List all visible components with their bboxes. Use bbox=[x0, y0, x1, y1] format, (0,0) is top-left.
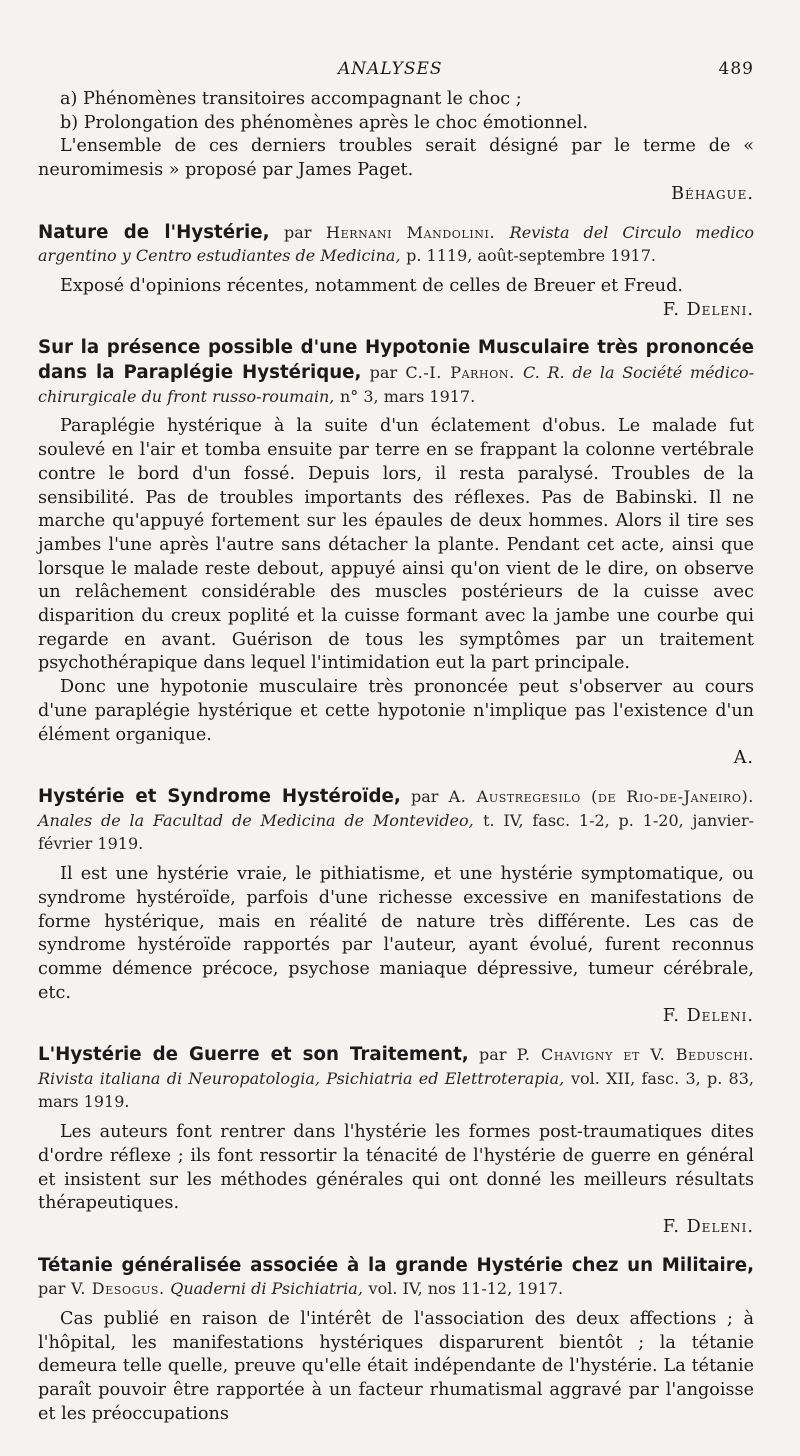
document-page bbox=[0, 58, 800, 1456]
entry-title: Nature de l'Hystérie, bbox=[38, 221, 270, 243]
entry-heading bbox=[38, 336, 754, 409]
entry-heading bbox=[38, 221, 754, 269]
intro-signature: Béhague. bbox=[671, 183, 754, 204]
entry-by: par bbox=[38, 1279, 66, 1299]
running-title: ANALYSES bbox=[338, 59, 443, 79]
entry-title: Sur la présence possible d'une Hypotonie Musculaire très prononcée dans la Paraplégie Hystérique, bbox=[38, 337, 754, 384]
entry-syndrome-hysteroide bbox=[38, 785, 754, 1029]
entry-details: n° 3, mars 1917. bbox=[339, 386, 476, 406]
entry-author: P. Chavigny et V. Beduschi. bbox=[516, 1045, 755, 1065]
entry-author: V. Desogus. bbox=[71, 1279, 165, 1299]
entry-signature: A. bbox=[733, 748, 754, 769]
entry-details: p. 1119, août-septembre 1917. bbox=[406, 246, 656, 266]
entry-body-paragraph: Les auteurs font rentrer dans l'hystérie les formes post-traumatiques dites d'ordre réflexe ; ils font ressortir la ténacité de l'hystérie de guerre en général et insistent sur les méthodes générales qui ont donné les meilleurs résultats thérapeutiques. bbox=[38, 1122, 754, 1214]
entry-author: Hernani Mandolini. bbox=[326, 222, 496, 242]
entry-heading bbox=[38, 1043, 754, 1115]
page-number: 489 bbox=[718, 59, 754, 79]
intro-block bbox=[38, 88, 754, 207]
entry-title: Hystérie et Syndrome Hystéroïde, bbox=[38, 785, 401, 807]
page-header bbox=[38, 58, 754, 88]
intro-item-a: a) Phénomènes transitoires accompagnant le choc ; bbox=[60, 89, 522, 109]
entry-details: t. IV, fasc. 1-2, p. 1-20, janvier-février 1919. bbox=[38, 810, 755, 854]
entry-body-paragraph: Donc une hypotonie musculaire très prononcée peut s'observer au cours d'une paraplégie hystérique et cette hypotonie n'implique pas l'existence d'un élément organique. bbox=[38, 677, 754, 745]
entry-details: vol. IV, nos 11-12, 1917. bbox=[368, 1279, 564, 1299]
entry-details: vol. XII, fasc. 3, p. 83, mars 1919. bbox=[38, 1068, 754, 1112]
entry-body-paragraph: Paraplégie hystérique à la suite d'un éclatement d'obus. Le malade fut soulevé en l'air et tomba ensuite par terre en se frappant la colonne vertébrale contre le bord d'un fossé. Depuis lors, il resta paralysé. Troubles de la sensibilité. Pas de troubles importants des réflexes. Pas de Babinski. Il ne marche qu'appuyé fortement sur les épaules de deux hommes. Alors il tire ses jambes l'une après l'autre sans détacher la plante. Pendant cet acte, ainsi que lorsque le malade reste debout, appuyé ainsi qu'on vient de le dire, on observe un relâchement considérable des muscles postérieurs de la cuisse avec disparition du creux poplité et la cuisse formant avec la jambe une courbe qui regarde en avant. Guérison de tous les symptômes par un traitement psychothérapique dans lequel l'intimidation eut la part principale. bbox=[38, 416, 754, 674]
entry-signature: F. Deleni. bbox=[662, 299, 754, 320]
intro-item-b: b) Prolongation des phénomènes après le choc émotionnel. bbox=[60, 112, 589, 133]
entry-author: C.-I. Parhon. bbox=[405, 363, 515, 383]
entry-body-paragraph: Exposé d'opinions récentes, notamment de celles de Breuer et Freud. bbox=[60, 275, 683, 296]
entry-body-paragraph: Cas publié en raison de l'intérêt de l'association des deux affections ; à l'hôpital, les manifestations hystériques disparurent bientôt ; la tétanie demeura telle quelle, preuve qu'elle était indépendante de l'hystérie. La tétanie paraît pouvoir être rapportée à un facteur rhumatismal aggravé par l'angoisse et les préoccupations bbox=[38, 1309, 754, 1424]
entry-author: A. Austregesilo (de Rio-de-Janeiro). bbox=[448, 786, 754, 806]
entry-heading bbox=[38, 1254, 754, 1302]
entry-by: par bbox=[369, 363, 398, 383]
entry-title: Tétanie généralisée associée à la grande Hystérie chez un Militaire, bbox=[38, 1254, 754, 1276]
entry-nature-hysterie bbox=[38, 221, 754, 323]
entry-body-paragraph: Il est une hystérie vraie, le pithiatisme, et une hystérie symptomatique, ou syndrome hystéroïde, parfois d'une richesse excessive en manifestations de forme hystérique, mais en réalité de nature très différente. Les cas de syndrome hystéroïde rapportés par l'auteur, ayant évolué, furent reconnus comme démence précoce, psychose maniaque dépressive, tumeur cérébrale, etc. bbox=[38, 864, 754, 1003]
entry-heading bbox=[38, 785, 754, 857]
entry-source: Rivista italiana di Neuropatologia, Psichiatria ed Elettroterapia, bbox=[38, 1068, 565, 1088]
entry-source: Anales de la Facultad de Medicina de Montevideo, bbox=[38, 810, 474, 830]
entry-signature: F. Deleni. bbox=[662, 1006, 754, 1027]
entry-by: par bbox=[410, 786, 439, 806]
entry-source: Quaderni di Psichiatria, bbox=[170, 1279, 363, 1299]
entry-tetanie-generalisee bbox=[38, 1254, 754, 1427]
entry-by: par bbox=[479, 1045, 507, 1065]
entry-source: C. R. de la Société médico-chirurgicale du front russo-roumain, bbox=[38, 363, 754, 406]
entry-title: L'Hystérie de Guerre et son Traitement, bbox=[38, 1044, 469, 1066]
entry-source: Revista del Circulo medico argentino y Centro estudiantes de Medicina, bbox=[38, 222, 755, 266]
entry-hysterie-de-guerre bbox=[38, 1043, 754, 1240]
entry-signature: F. Deleni. bbox=[662, 1216, 754, 1237]
entry-by: par bbox=[284, 222, 312, 242]
entry-hypotonie-musculaire bbox=[38, 336, 754, 771]
intro-paragraph: L'ensemble de ces derniers troubles serait désigné par le terme de « neuromimesis » proposé par James Paget. bbox=[38, 136, 754, 181]
